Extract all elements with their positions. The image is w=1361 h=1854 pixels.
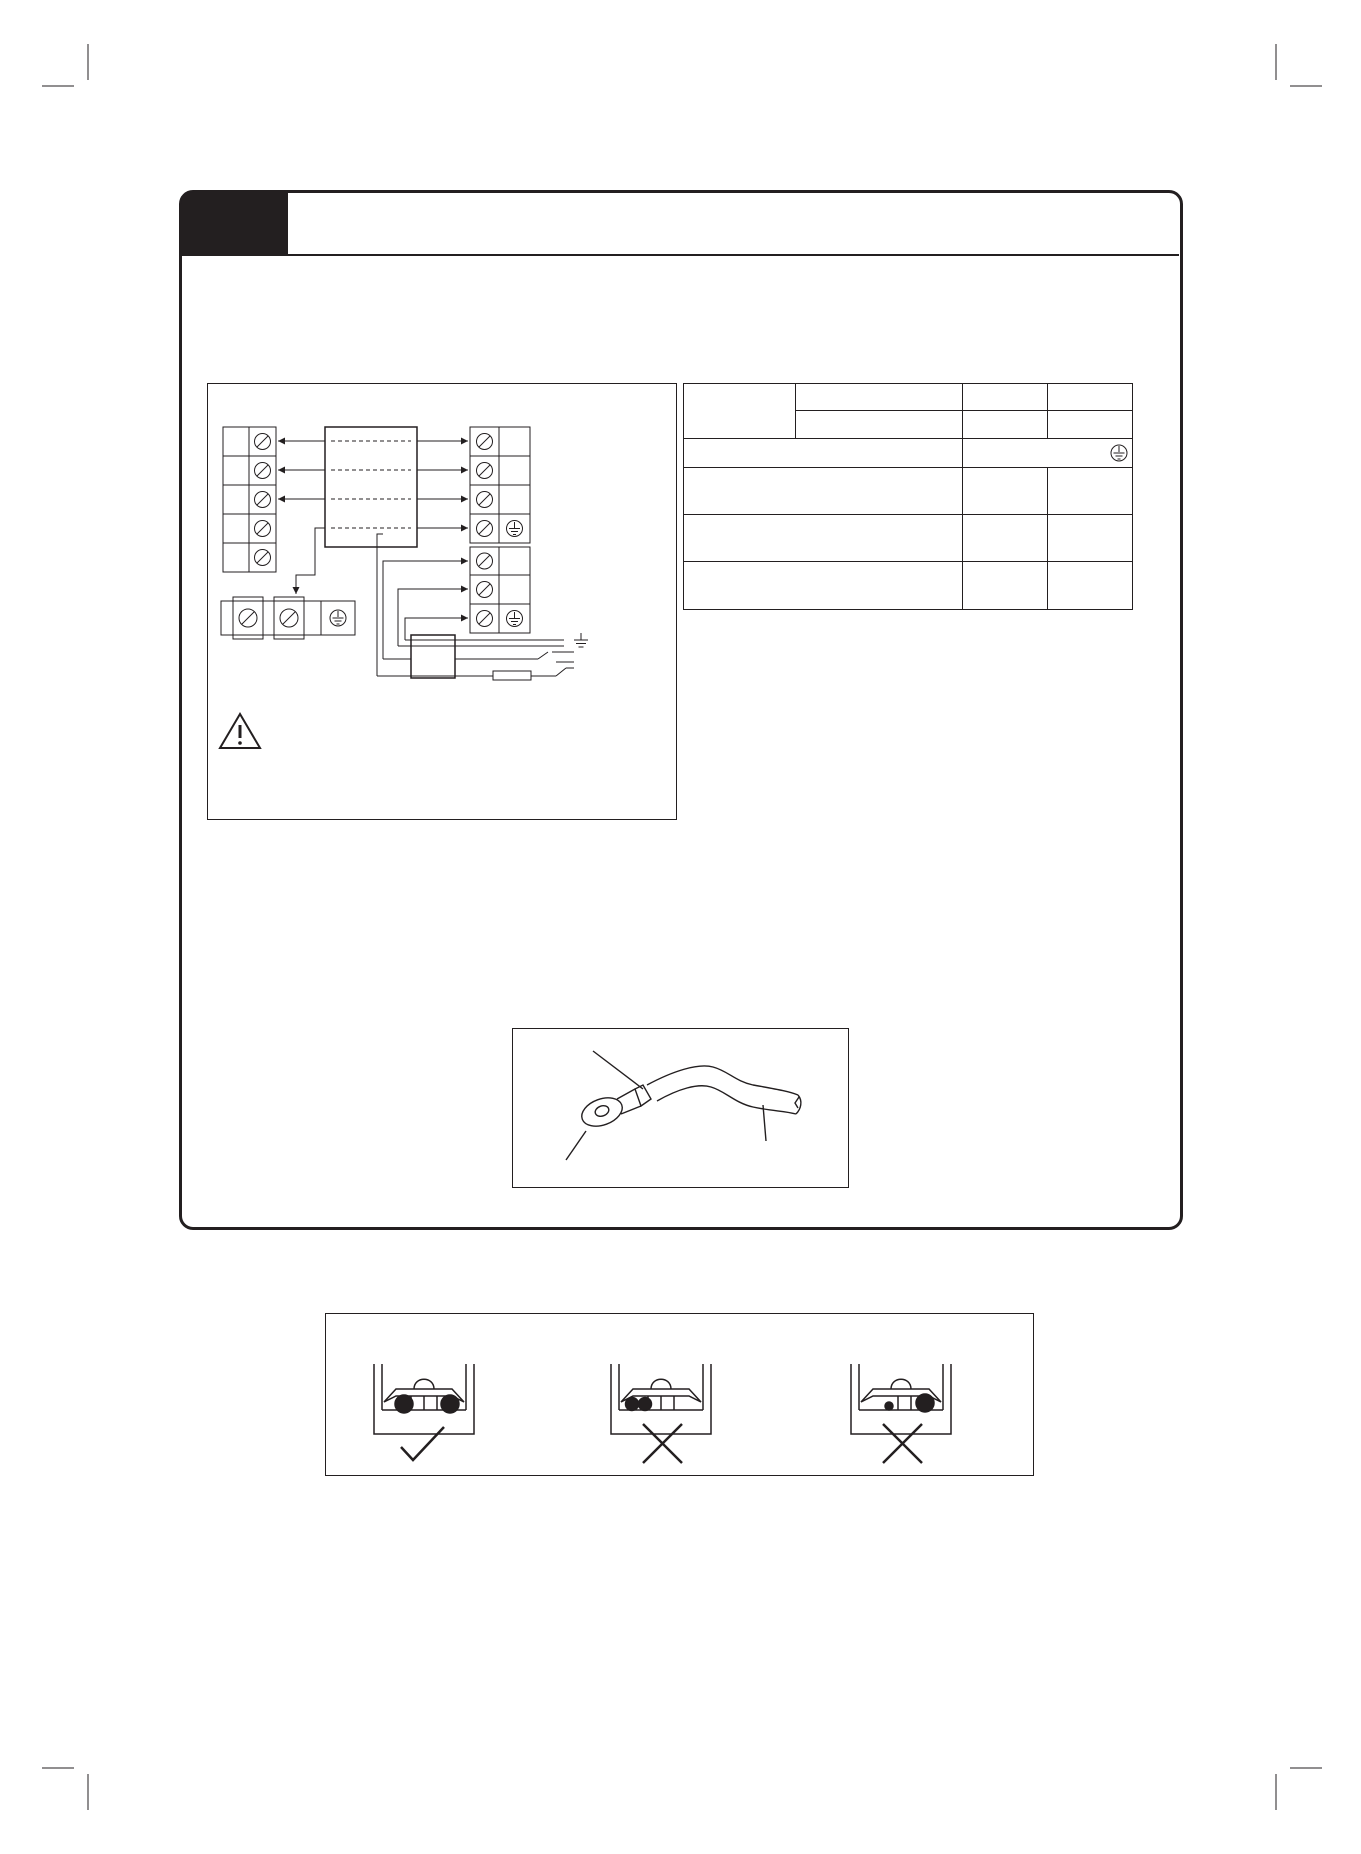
ground-icon — [507, 611, 523, 627]
outdoor-terminal-block — [470, 427, 530, 543]
cross-icon — [883, 1424, 922, 1463]
wire-insulation — [647, 1066, 798, 1114]
spec-table-grid — [683, 383, 1133, 610]
junction-box — [411, 635, 455, 678]
screw-icon — [280, 609, 298, 627]
screw-icon — [477, 611, 493, 627]
fuse-icon — [493, 671, 531, 680]
cross-icon — [643, 1424, 682, 1463]
ground-icon — [507, 521, 523, 537]
screw-icon — [255, 463, 271, 479]
screw-icon — [255, 550, 271, 566]
example-correct — [374, 1364, 474, 1460]
screw-icon — [239, 609, 257, 627]
warning-triangle-icon — [220, 714, 260, 748]
screw-icon — [477, 521, 493, 537]
spec-table — [683, 383, 1133, 610]
example-incorrect — [851, 1364, 951, 1463]
section-header-title — [300, 205, 1160, 245]
caution-text — [270, 709, 660, 799]
ring-terminal-drawing — [513, 1029, 848, 1187]
connecting-cable-box — [325, 427, 417, 547]
screw-icon — [255, 521, 271, 537]
wiring-diagram — [207, 383, 677, 820]
checkmark-icon — [401, 1427, 444, 1460]
example-incorrect — [611, 1364, 711, 1463]
ring-terminal-figure — [512, 1028, 849, 1188]
screw-icon — [255, 492, 271, 508]
ground-icon — [330, 610, 346, 626]
screw-icon — [477, 582, 493, 598]
power-terminal-block — [470, 547, 530, 633]
ground-icon — [1111, 445, 1127, 461]
section-tab — [181, 192, 288, 256]
ground-icon — [574, 633, 588, 647]
screw-icon — [477, 434, 493, 450]
screw-icon — [477, 463, 493, 479]
screw-icon — [477, 492, 493, 508]
screw-icon — [255, 434, 271, 450]
remote-terminal-strip — [221, 597, 355, 639]
terminal-connection-examples — [325, 1313, 1034, 1476]
screw-icon — [477, 553, 493, 569]
indoor-terminal-block — [223, 427, 276, 572]
section-header-rule — [288, 254, 1179, 256]
terminal-connection-drawing — [326, 1314, 1033, 1475]
